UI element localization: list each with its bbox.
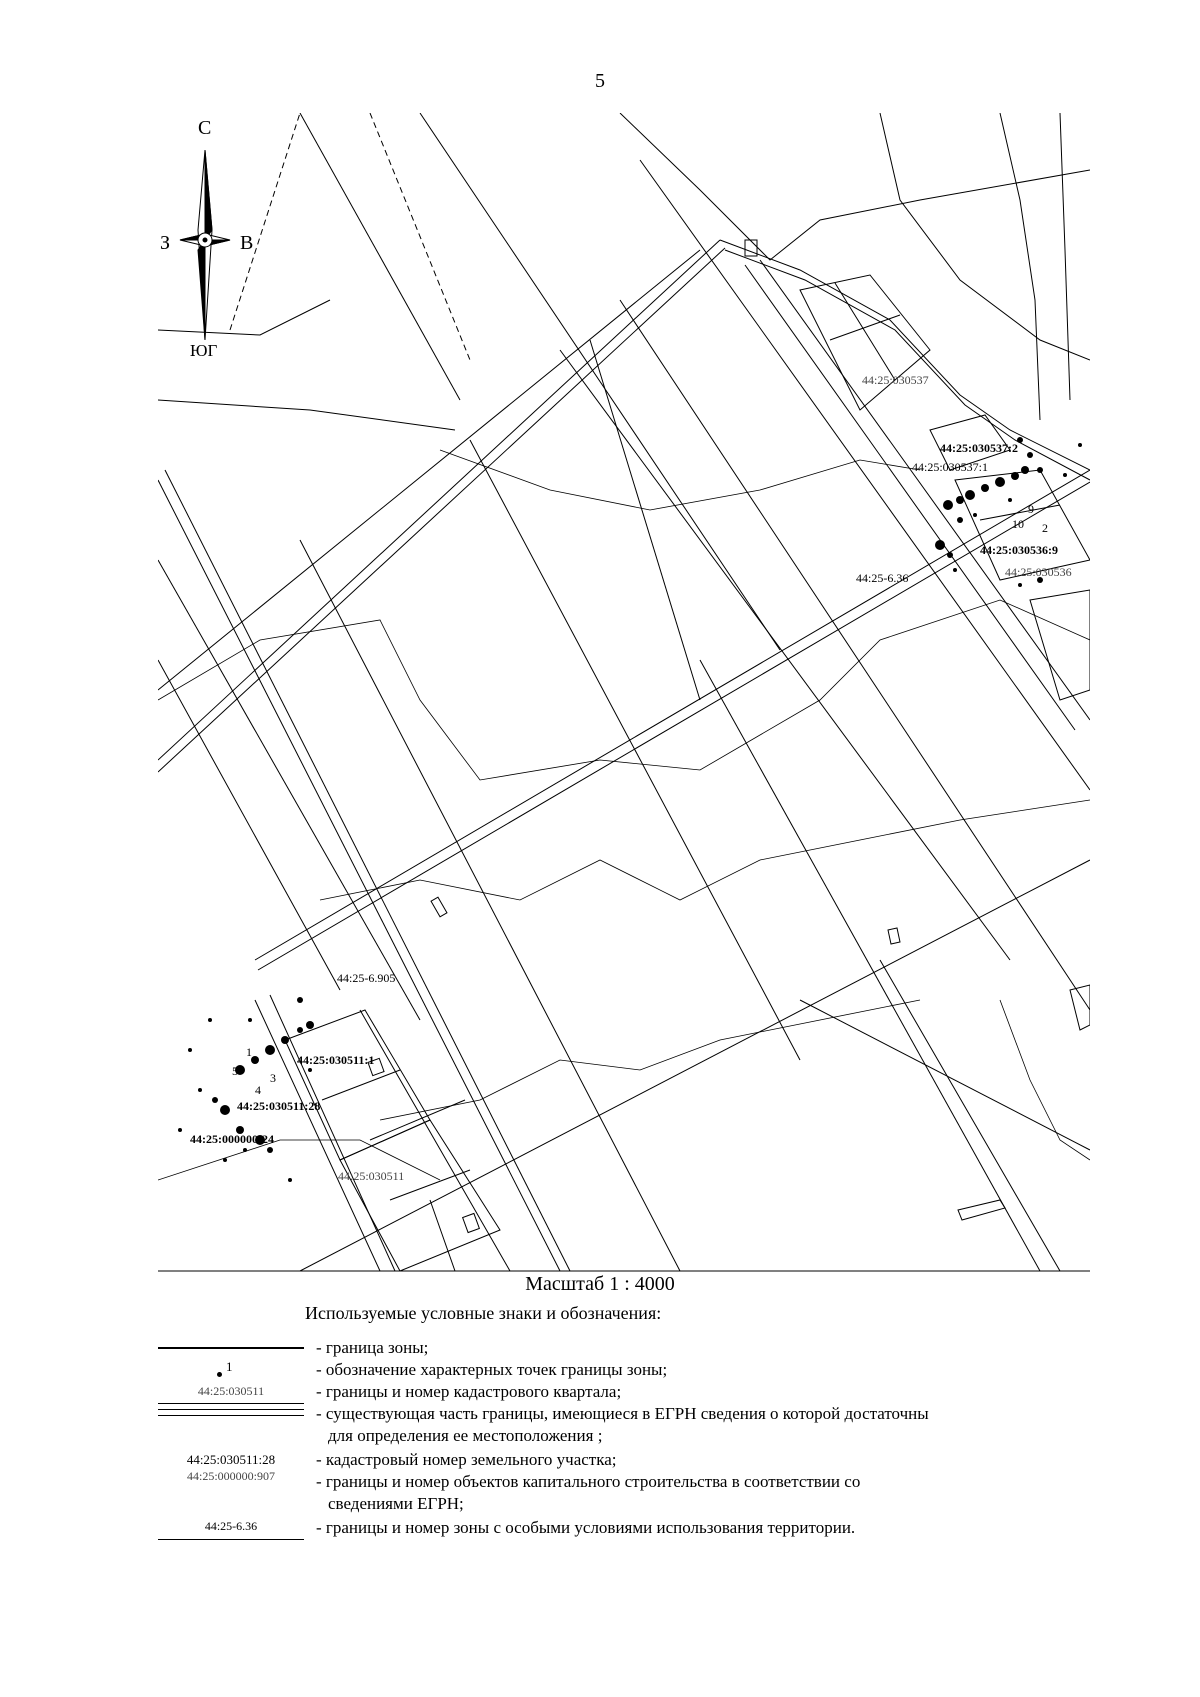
parcel-label-n3: 44:25:030536:9 <box>980 543 1058 557</box>
field-boundaries <box>158 113 1090 1271</box>
legend-item-quarter <box>158 1381 1138 1405</box>
point-label-2: 2 <box>1042 521 1048 535</box>
contour-lines <box>158 450 1090 1180</box>
legend-text: - граница зоны; <box>316 1338 429 1357</box>
legend-symbol <box>158 1359 304 1383</box>
compass-south-label: ЮГ <box>190 341 218 360</box>
small-structures <box>431 240 1090 1220</box>
legend-item-points <box>158 1359 1138 1383</box>
legend-text: - обозначение характерных точек границы зоны; <box>316 1360 668 1379</box>
object-label-s: 44:25:000000:24 <box>190 1132 274 1146</box>
legend-symbol <box>158 1469 304 1493</box>
point-label-10: 10 <box>1012 517 1024 531</box>
parcel-label-s1: 44:25:030511:1 <box>297 1053 375 1067</box>
zone-boundary-line <box>158 1347 304 1349</box>
point-dot <box>217 1372 222 1377</box>
parcel-label-n1: 44:25:030537:2 <box>940 441 1018 455</box>
legend-text: - границы и номер кадастрового квартала; <box>316 1382 622 1401</box>
dashed-lines <box>230 113 470 360</box>
zone-number: 44:25-6.36 <box>204 1519 258 1533</box>
legend-text-cont: сведениями ЕГРН; <box>328 1494 464 1513</box>
legend-item-special-zone <box>158 1517 1138 1541</box>
legend-item-capital-objects <box>158 1469 1138 1515</box>
legend-text-cont: для определения ее местоположения ; <box>328 1426 603 1445</box>
existing-boundary-line-2 <box>158 1415 304 1416</box>
quarter-number: 44:25:030511 <box>197 1384 265 1398</box>
point-label-3: 3 <box>270 1071 276 1085</box>
legend-symbol <box>158 1381 304 1405</box>
existing-boundary-line-1 <box>158 1409 304 1410</box>
parcel-label-s2: 44:25:030511:28 <box>237 1099 321 1113</box>
quarter-label-north: 44:25:030537 <box>862 373 929 387</box>
point-label-5: 5 <box>232 1064 238 1078</box>
compass-north-label: С <box>198 117 212 139</box>
quarter-label-south: 44:25:030511 <box>338 1169 405 1183</box>
compass-rose <box>180 150 230 340</box>
point-number: 1 <box>226 1359 233 1374</box>
zone-label-sw: 44:25-6.905 <box>337 971 396 985</box>
point-label-9: 9 <box>1028 502 1034 516</box>
object-number: 44:25:000000:907 <box>186 1469 275 1483</box>
parcel-label-n2: 44:25:030537:1 <box>912 460 989 474</box>
legend-text: - границы и номер зоны с особыми условиями использования территории. <box>316 1518 856 1537</box>
legend-item-zone-boundary <box>158 1337 1138 1361</box>
legend-item-existing-boundary <box>158 1403 1138 1449</box>
zone-label-ne: 44:25-6.36 <box>856 571 909 585</box>
compass-west-label: З <box>160 232 171 254</box>
legend-symbol <box>158 1517 304 1541</box>
legend-text: - существующая часть границы, имеющиеся в ЕГРН сведения о которой достаточны <box>316 1404 929 1423</box>
point-label-4: 4 <box>255 1083 261 1097</box>
parcel-block-north <box>745 260 1090 730</box>
parcel-block-south <box>255 995 510 1271</box>
quarter-label-ne: 44:25:030536 <box>1005 565 1072 579</box>
page-number: 5 <box>595 70 605 92</box>
legend-text: - границы и номер объектов капитального строительства в соответствии со <box>316 1472 861 1491</box>
legend-symbol <box>158 1403 304 1427</box>
legend-symbol <box>158 1337 304 1361</box>
map-scale: Масштаб 1 : 4000 <box>525 1273 675 1295</box>
compass-east-label: В <box>240 232 254 254</box>
point-label-1: 1 <box>246 1045 252 1059</box>
parcel-number: 44:25:030511:28 <box>186 1452 276 1467</box>
legend-title: Используемые условные знаки и обозначения: <box>305 1303 662 1323</box>
special-zone-line <box>158 1539 304 1540</box>
legend-text: - кадастровый номер земельного участка; <box>316 1450 617 1469</box>
